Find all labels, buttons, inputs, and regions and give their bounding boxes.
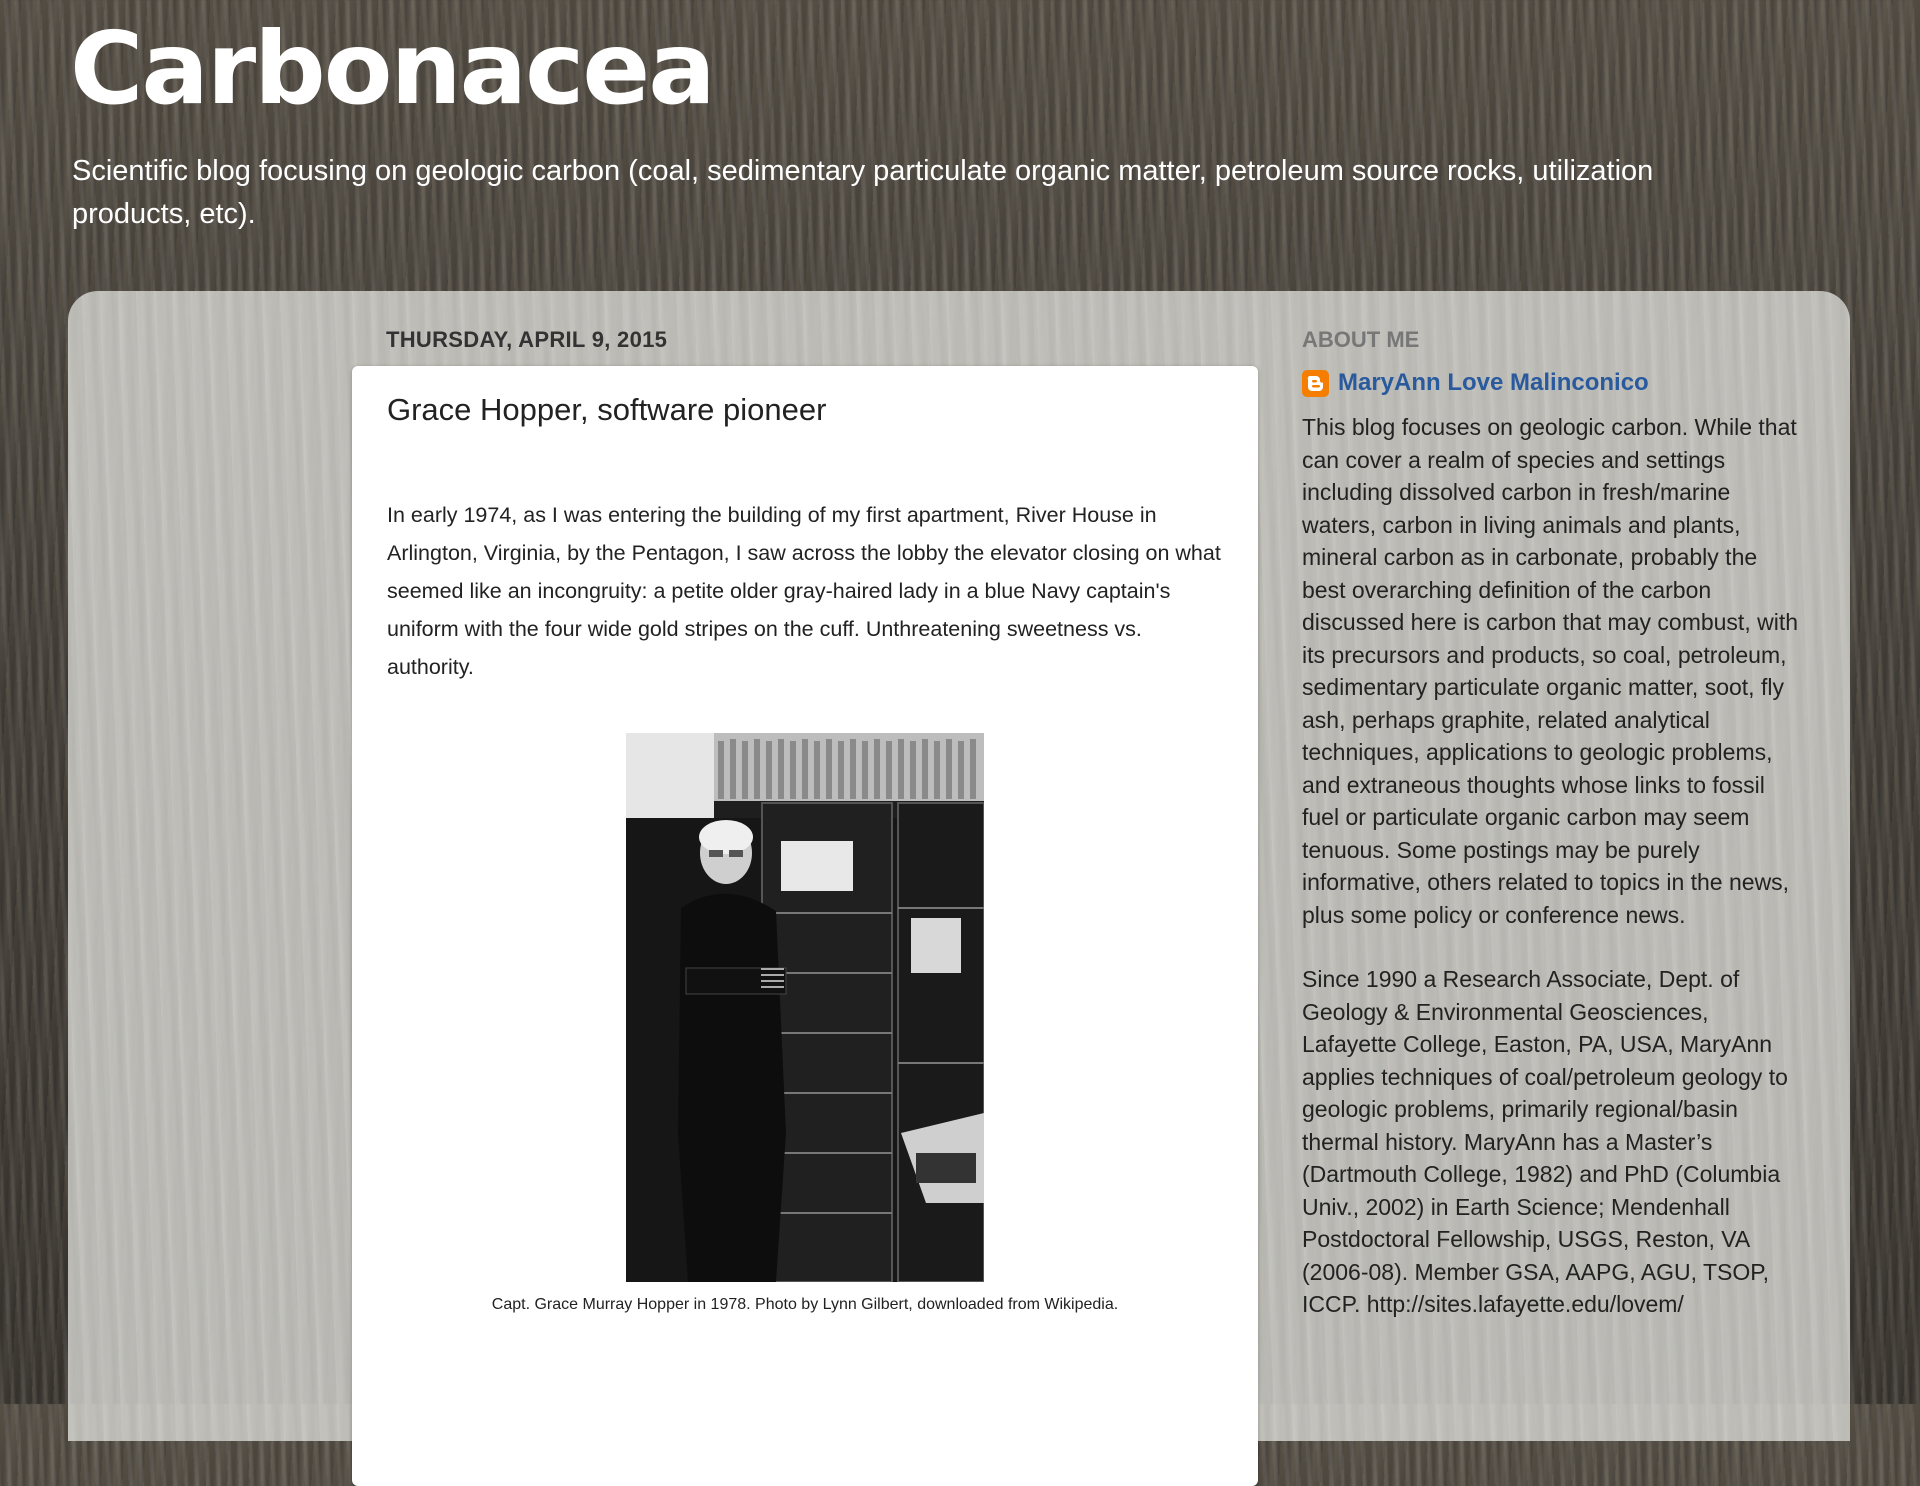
post-date: THURSDAY, APRIL 9, 2015 bbox=[386, 327, 668, 352]
about-me-heading: ABOUT ME bbox=[1302, 327, 1420, 352]
profile-row bbox=[1302, 369, 1802, 397]
about-me-text: This blog focuses on geologic carbon. While that can cover a realm of species and settings including dissolved carbon in fresh/marine waters, carbon in living animals and plants, mineral carbon as in carbonate, probably the best overarching definition of the carbon discussed here is carbon that may combust, with its precursors and products, so coal, petroleum, sedimentary particulate organic matter, soot, fly ash, perhaps graphite, related analytical techniques, applications to geologic problems, and extraneous thoughts whose links to fossil fuel or particulate organic carbon may seem tenuous. Some postings may be purely informative, others related to topics in the news, plus some policy or conference news. bbox=[1302, 414, 1799, 928]
blog-title[interactable]: Carbonacea bbox=[70, 10, 714, 127]
photo-caption: Capt. Grace Murray Hopper in 1978. Photo by Lynn Gilbert, downloaded from Wikipedia. bbox=[491, 1296, 1119, 1313]
about-me-bio: Since 1990 a Research Associate, Dept. of Geology & Environmental Geosciences, Lafayette College, Easton, PA, USA, MaryAnn applies techniques of coal/petroleum geology to geologic problems, primarily regional/basin thermal history. MaryAnn has a Master’s (Dartmouth College, 1982) and PhD (Columbia Univ., 2002) in Earth Science; Mendenhall Postdoctoral Fellowship, USGS, Reston, VA (2006-08). Member GSA, AAPG, AGU, TSOP, ICCP. http://sites.lafayette.edu/lovem/ bbox=[1302, 966, 1788, 1317]
profile-name-link[interactable]: MaryAnn Love Malinconico bbox=[1338, 369, 1649, 396]
post-title[interactable]: Grace Hopper, software pioneer bbox=[387, 392, 827, 427]
photo-grace-hopper bbox=[626, 733, 984, 1282]
blog-header bbox=[0, 0, 1920, 290]
post-body: In early 1974, as I was entering the building of my first apartment, River House in Arlington, Virginia, by the Pentagon, I saw across the lobby the elevator closing on what seemed like an incongruity: a petite older gray-haired lady in a blue Navy captain's uniform with the four wide gold stripes on the cuff. Unthreatening sweetness vs. authority. bbox=[387, 503, 1221, 679]
blogger-icon[interactable] bbox=[1302, 370, 1329, 397]
sidebar-about-me bbox=[1302, 327, 1802, 1321]
content-area bbox=[68, 291, 1850, 1441]
grace-hopper-photo[interactable] bbox=[626, 733, 984, 1282]
blog-description: Scientific blog focusing on geologic carbon (coal, sedimentary particulate organic matter, petroleum source rocks, utilization products, etc). bbox=[72, 155, 1654, 230]
blog-post bbox=[352, 366, 1258, 1486]
